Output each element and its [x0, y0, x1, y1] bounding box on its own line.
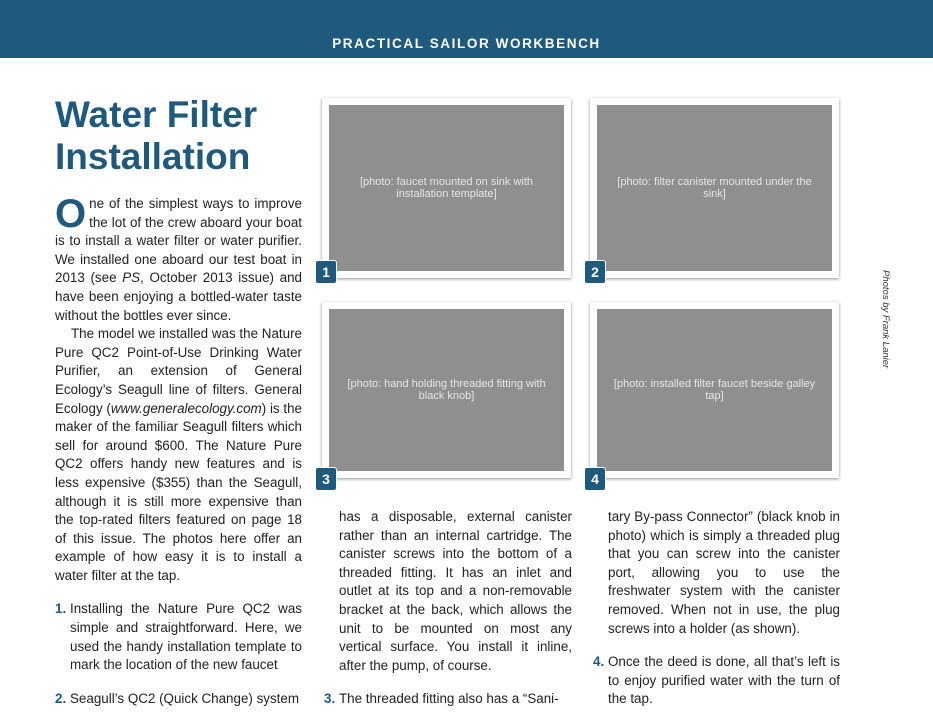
step-text: The threaded fitting also has a “Sani- — [339, 691, 559, 706]
step-number: 4. — [593, 654, 605, 670]
photo-credit: Photos by Frank Lanier — [880, 270, 891, 369]
step-text: Seagull’s QC2 (Quick Change) system — [70, 691, 299, 706]
photo-placeholder: [photo: hand holding threaded fitting with black knob] — [329, 309, 564, 471]
step-number: 1. — [55, 601, 67, 617]
step-2-start — [55, 690, 302, 709]
step-1 — [55, 600, 302, 674]
step-number: 3. — [324, 691, 336, 706]
article-title — [55, 94, 257, 178]
step-2 — [55, 690, 302, 709]
column-1 — [55, 192, 302, 675]
body-paragraph: The model we installed was the Nature Pure QC2 Point-of-Use Drinking Water Purifier, an extension of General Ecology’s Seagull line of filters. General Ecology (www.generalecology.com) is the maker of the familiar Seagull filters which sell for around $600. The Nature Pure QC2 offers handy new features and is less expensive ($355) than the Seagull, although it is still more expensive than the top-rated filters featured on page 18 of this issue. The photos here offer an example of how easy it is to install a water filter at the tap. — [55, 326, 302, 583]
photo-placeholder: [photo: filter canister mounted under the sink] — [597, 105, 832, 271]
photo-badge-3: 3 — [315, 467, 337, 491]
photo-badge-2: 2 — [584, 260, 606, 284]
title-line-2: Installation — [55, 136, 251, 177]
step-3-start — [324, 690, 572, 709]
step-3-continued — [593, 508, 840, 638]
intro-paragraph: One of the simplest ways to improve the lot of the crew aboard your boat is to install a water filter or water purifier. We installed one aboard our test boat in 2013 (see PS, October 2013 issue) and have been enjoying a bottled-water taste without the bottles ever since. — [55, 192, 302, 323]
photo-2 — [590, 98, 839, 278]
step-2-continued — [324, 508, 572, 675]
step-text: tary By-pass Connector” (black knob in photo) which is simply a threaded plug that you can screw into the canister port, allowing you to use the freshwater system with the canister removed. When not in use, the plug screws into a holder (as shown). — [608, 509, 840, 636]
step-4 — [593, 653, 840, 709]
drop-cap: O — [55, 192, 87, 236]
photo-badge-1: 1 — [315, 260, 337, 284]
page-header — [0, 0, 933, 58]
section-title: PRACTICAL SAILOR WORKBENCH — [332, 36, 601, 51]
website-link: www.generalecology.com — [110, 400, 262, 416]
step-3 — [324, 690, 572, 709]
photo-4 — [590, 302, 839, 478]
photo-badge-4: 4 — [584, 467, 606, 491]
title-line-1: Water Filter — [55, 94, 258, 135]
step-text: Installing the Nature Pure QC2 was simple and straightforward. Here, we used the handy installation template to mark the location of the new faucet — [70, 601, 302, 673]
photo-3 — [322, 302, 571, 478]
photo-1 — [322, 98, 571, 278]
step-text: has a disposable, external canister rather than an internal cartridge. The canister screws into the bottom of a threaded fitting. It has an inlet and outlet at its top and a non-removable bracket at the back, which allows the unit to be mounted on most any vertical surface. You install it inline, after the pump, of course. — [339, 509, 572, 673]
step-number: 2. — [55, 691, 67, 706]
step-text: Once the deed is done, all that’s left is to enjoy purified water with the turn of the tap. — [608, 654, 840, 707]
photo-placeholder: [photo: faucet mounted on sink with installation template] — [329, 105, 564, 271]
photo-placeholder: [photo: installed filter faucet beside galley tap] — [597, 309, 832, 471]
column-2 — [324, 508, 572, 675]
column-3 — [593, 508, 840, 709]
